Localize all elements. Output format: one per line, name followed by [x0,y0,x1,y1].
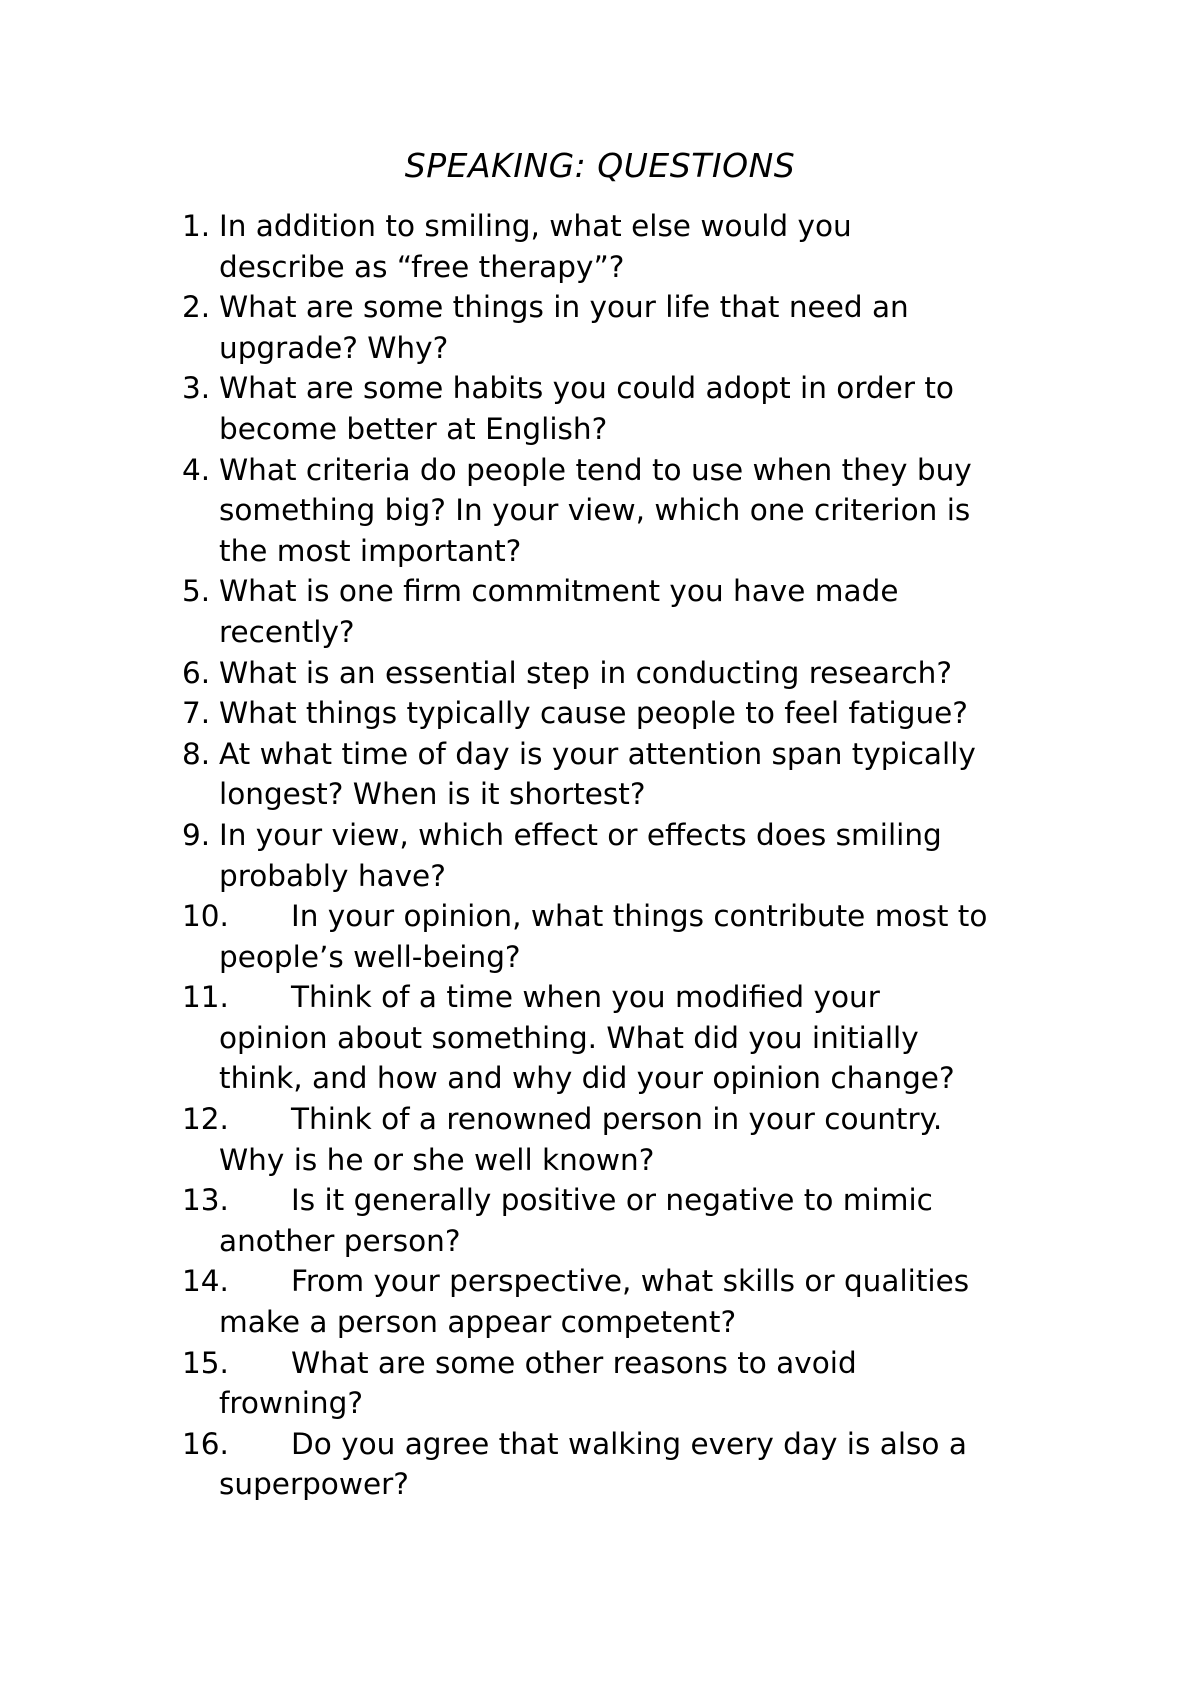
question-number: 16. [182,1426,229,1461]
question-text [182,1261,1082,1342]
question-list [182,206,1082,1505]
question-item [182,1180,1082,1261]
question-item [182,1343,1082,1424]
question-item [182,450,1082,572]
question-number: 10. [182,899,229,934]
question-line: the most important? [219,533,522,568]
question-line: probably have? [219,858,446,893]
question-line: What are some things in your life that need an [219,290,909,325]
question-text [219,734,1082,815]
question-line: superpower? [219,1467,409,1502]
question-item [182,287,1082,368]
question-number: 1. [182,209,211,243]
question-number: 7. [182,696,211,731]
question-text [182,977,1082,1099]
question-line: people’s well-being? [219,939,521,974]
question-item [182,693,1082,734]
question-text [219,693,1082,734]
question-line: At what time of day is your attention span typically [219,736,976,771]
question-line: something big? In your view, which one criterion is [219,493,971,528]
question-item [182,368,1082,449]
question-line: What is one firm commitment you have made [219,574,899,609]
question-text [182,896,1082,977]
question-line: think, and how and why did your opinion change? [219,1061,955,1096]
question-line: longest? When is it shortest? [219,777,646,812]
question-line: In addition to smiling, what else would you [219,209,852,243]
question-number: 14. [182,1264,229,1299]
question-text [182,1180,1082,1261]
question-line: What criteria do people tend to use when they buy [219,452,972,487]
question-number: 9. [182,817,211,852]
question-text [219,815,1082,896]
question-item [182,977,1082,1099]
question-number: 11. [182,980,229,1015]
question-number: 3. [182,371,211,406]
question-text [219,450,1082,572]
question-number: 12. [182,1102,229,1137]
question-line: Is it generally positive or negative to mimic [291,1183,933,1218]
question-line: In your view, which effect or effects does smiling [219,817,942,852]
question-line: In your opinion, what things contribute most to [291,899,988,934]
question-line: upgrade? Why? [219,330,449,365]
document-title: SPEAKING: QUESTIONS [404,146,796,185]
question-line: What is an essential step in conducting research? [219,655,953,690]
question-item [182,896,1082,977]
question-line: From your perspective, what skills or qualities [291,1264,970,1299]
question-item [182,1261,1082,1342]
question-text [182,1343,1082,1424]
question-text [219,653,1082,694]
question-item [182,206,1082,287]
question-item [182,571,1082,652]
question-number: 6. [182,655,211,690]
question-item [182,653,1082,694]
question-line: What are some habits you could adopt in order to [219,371,954,406]
question-item [182,1099,1082,1180]
question-line: Do you agree that walking every day is also a [291,1426,967,1461]
question-text [219,368,1082,449]
question-line: What things typically cause people to feel fatigue? [219,696,968,731]
question-number: 15. [182,1345,229,1380]
question-number: 13. [182,1183,229,1218]
question-line: What are some other reasons to avoid [291,1345,857,1380]
question-line: describe as “free therapy”? [219,249,625,284]
question-line: recently? [219,614,355,649]
question-line: become better at English? [219,411,608,446]
question-item [182,815,1082,896]
question-line: Think of a renowned person in your country. [291,1102,943,1137]
question-line: Why is he or she well known? [219,1142,655,1177]
question-line: frowning? [219,1386,364,1421]
question-line: make a person appear competent? [219,1305,737,1340]
question-text [182,1424,1082,1505]
question-text [182,1099,1082,1180]
question-item [182,1424,1082,1505]
question-number: 8. [182,736,211,771]
question-text [219,571,1082,652]
question-line: opinion about something. What did you initially [219,1020,919,1055]
question-text [219,206,1082,287]
question-number: 5. [182,574,211,609]
question-number: 2. [182,290,211,325]
question-item [182,734,1082,815]
question-line: another person? [219,1223,461,1258]
question-line: Think of a time when you modified your [291,980,880,1015]
question-text [219,287,1082,368]
question-number: 4. [182,452,211,487]
